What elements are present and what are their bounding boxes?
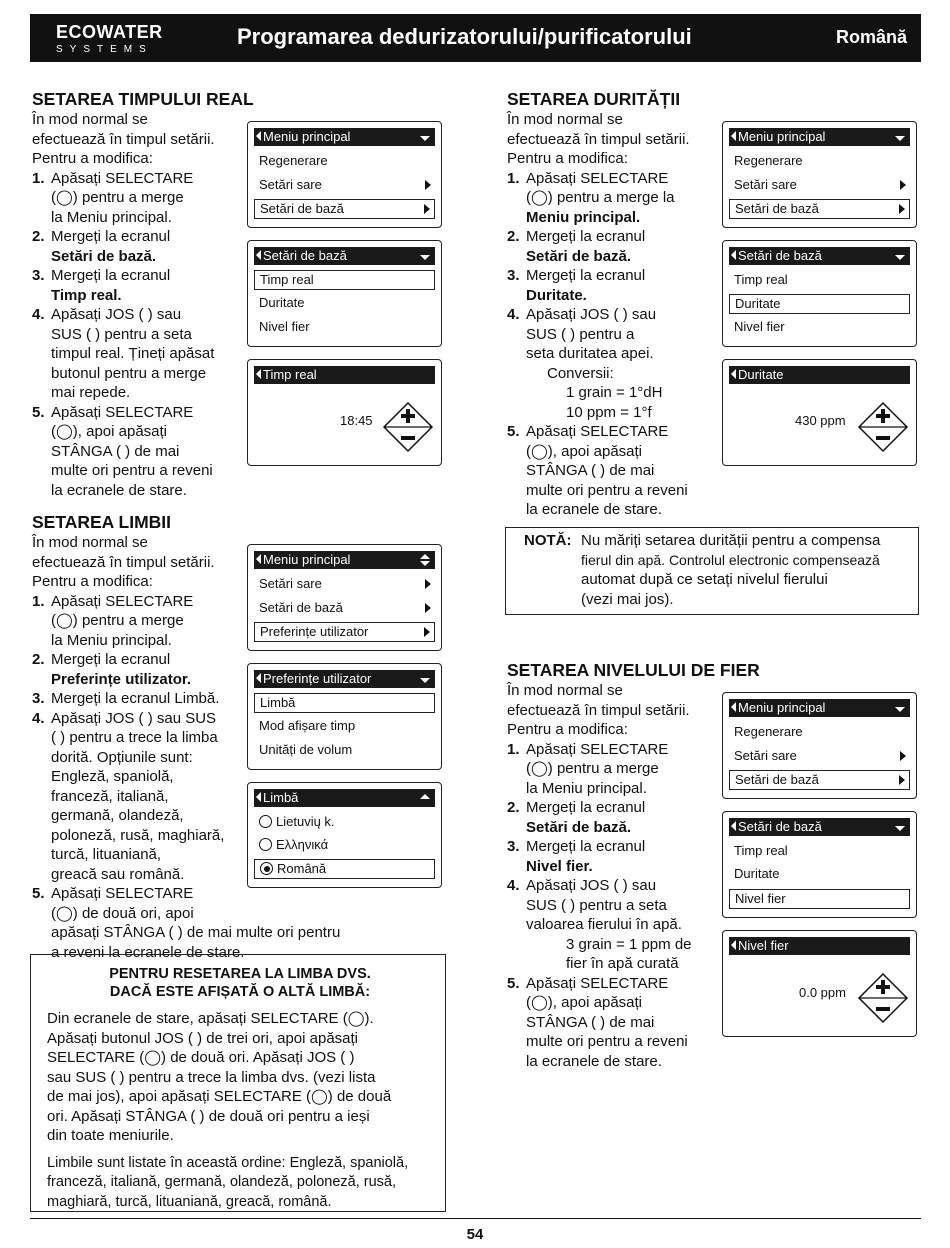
plus-minus-icon[interactable] bbox=[857, 972, 909, 1024]
lcd-hardness-value bbox=[722, 359, 917, 466]
right-arrow-icon bbox=[900, 180, 906, 190]
time-title: SETAREA TIMPULUI REAL bbox=[32, 89, 254, 109]
lcd-title-bar: Setări de bază bbox=[729, 818, 910, 836]
lcd-title-bar: Setări de bază bbox=[254, 247, 435, 265]
iron-title: SETAREA NIVELULUI DE FIER bbox=[507, 660, 760, 680]
down-arrow-icon bbox=[895, 707, 905, 712]
menu-item[interactable]: Setări sare bbox=[254, 574, 435, 594]
lcd-main-menu bbox=[247, 544, 442, 651]
right-arrow-icon bbox=[425, 579, 431, 589]
menu-item[interactable]: Regenerare bbox=[734, 153, 803, 168]
iron-section: SETAREA NIVELULUI DE FIER În mod normal se efectuează în timpul setării. Pentru a modifica: 1. Apăsați SELECTARE (◯) pentru a merge la Meniu principal. 2. Mergeți la ecranul Setări de bază. 3. Mergeți la ecranul Nivel fier. 4. Apăsați JOS ( ) sau SUS ( ) pentru a seta valoarea fierului în apă. 3 grain = 1 ppm de fier în apă curată 5. Apăsați SELECTARE (◯), apoi apăsați STÂNGA ( ) de mai multe ori pentru a reveni la ecranele de stare. bbox=[507, 660, 760, 1070]
iron-value: 0.0 ppm bbox=[799, 985, 846, 1000]
radio-icon bbox=[259, 838, 272, 851]
menu-item[interactable]: Timp real bbox=[734, 272, 788, 287]
lcd-title-bar: Meniu principal bbox=[729, 699, 910, 717]
step-4: 4. Apăsați JOS ( ) sau SUS ( ) pentru a trece la limba dorită. Opțiunile sunt: Engleză, spaniolă, franceză, italiană, germană, olandeză, poloneză, rusă, maghiară, turcă, lituaniană, greacă sau română. bbox=[32, 709, 225, 883]
step-2: 2. Mergeți la ecranul Setări de bază. bbox=[32, 228, 171, 265]
up-down-arrow-icon bbox=[420, 553, 430, 567]
menu-item[interactable]: Unități de volum bbox=[259, 742, 353, 757]
reset-box-title: PENTRU RESETAREA LA LIMBA DVS. DACĂ ESTE AFIȘATĂ O ALTĂ LIMBĂ: bbox=[109, 966, 371, 1000]
step-2: 2. Mergeți la ecranul Setări de bază. bbox=[507, 228, 646, 265]
right-arrow-icon bbox=[899, 204, 905, 214]
right-arrow-icon bbox=[900, 751, 906, 761]
step-1: 1. Apăsați SELECTARE (◯) pentru a merge la Meniu principal. bbox=[32, 169, 194, 226]
hardness-section: SETAREA DURITĂȚII În mod normal se efectuează în timpul setării. Pentru a modifica: 1. Apăsați SELECTARE (◯) pentru a merge la Meniu principal. 2. Mergeți la ecranul Setări de bază. 3. Mergeți la ecranul Duritate. 4. Apăsați JOS ( ) sau SUS ( ) pentru a seta duritatea apei. Conversii: 1 grain = 1°dH 10 ppm = 1°f 5. Apăsați SELECTARE (◯), apoi apăsați STÂNGA ( ) de mai multe ori pentru a reveni la ecranele de stare. bbox=[507, 88, 727, 520]
language-section: SETAREA LIMBII În mod normal se efectuează în timpul setării. Pentru a modifica: 1. Apăsați SELECTARE (◯) pentru a merge la Meniu principal. 2. Mergeți la ecranul Preferințe utilizator. 3. Mergeți la ecranul Limbă. 4. Apăsați JOS ( ) sau SUS ( ) pentru a trece la limba dorită. Opțiunile sunt: Engleză, spaniolă, franceză, italiană, germană, olandeză, poloneză, rusă, maghiară, turcă, lituaniană, greacă sau română. 5. Apăsați SELECTARE (◯) de două ori, apoi apăsați STÂNGA ( ) de mai multe ori pentru a reveni la ecranele de stare. bbox=[32, 511, 392, 962]
lcd-title-bar: Limbă bbox=[254, 789, 435, 807]
right-arrow-icon bbox=[424, 627, 430, 637]
radio-selected-icon bbox=[260, 862, 273, 875]
step-2: 2. Mergeți la ecranul Setări de bază. bbox=[507, 799, 646, 836]
menu-item-selected[interactable]: Preferințe utilizator bbox=[254, 622, 435, 642]
note-text: Nu măriți setarea durității pentru a compensa fierul din apă. Controlul electronic compensează automat după ce setați nivelul fierului (vezi mai jos). bbox=[581, 532, 881, 608]
step-5: 5. Apăsați SELECTARE (◯), apoi apăsați STÂNGA ( ) de mai multe ori pentru a reveni la ecranele de stare. bbox=[507, 974, 688, 1070]
lcd-title-bar: Meniu principal bbox=[729, 128, 910, 146]
hardness-title: SETAREA DURITĂȚII bbox=[507, 89, 681, 109]
left-arrow-icon bbox=[256, 250, 261, 260]
radio-icon bbox=[259, 815, 272, 828]
down-arrow-icon bbox=[420, 136, 430, 141]
intro-line: În mod normal se bbox=[32, 111, 148, 128]
logo-wordmark: ECOWATER bbox=[56, 22, 163, 42]
down-arrow-icon bbox=[420, 255, 430, 260]
plus-minus-icon[interactable] bbox=[857, 401, 909, 453]
language-label: Română bbox=[835, 27, 907, 47]
menu-item[interactable]: Duritate bbox=[734, 866, 780, 881]
right-arrow-icon bbox=[424, 204, 430, 214]
menu-item[interactable]: Timp real bbox=[734, 843, 788, 858]
note-label: NOTĂ: bbox=[524, 532, 572, 549]
left-arrow-icon bbox=[731, 131, 736, 141]
menu-item[interactable]: Duritate bbox=[259, 295, 305, 310]
page-header bbox=[30, 14, 921, 62]
step-5: 5. Apăsați SELECTARE (◯), apoi apăsați STÂNGA ( ) de mai multe ori pentru a reveni la ecranele de stare. bbox=[507, 423, 688, 518]
menu-item[interactable]: Mod afișare timp bbox=[259, 718, 356, 733]
ecowater-logo bbox=[56, 22, 163, 55]
lcd-main-menu bbox=[247, 121, 442, 228]
lcd-basic-settings bbox=[722, 240, 917, 347]
menu-item-selected[interactable]: Setări de bază bbox=[254, 199, 435, 219]
page-title: Programarea dedurizatorului/purificatorului bbox=[237, 24, 692, 49]
lcd-time-value bbox=[247, 359, 442, 466]
lcd-title-bar: Nivel fier bbox=[729, 937, 910, 955]
hardness-note bbox=[505, 527, 919, 615]
language-title: SETAREA LIMBII bbox=[32, 512, 172, 532]
menu-item-selected[interactable]: Setări de bază bbox=[729, 770, 910, 790]
step-2: 2. Mergeți la ecranul Preferințe utilizator. bbox=[32, 651, 192, 688]
down-arrow-icon bbox=[895, 826, 905, 831]
menu-item-selected[interactable]: Timp real bbox=[254, 270, 435, 290]
plus-minus-icon[interactable] bbox=[382, 401, 434, 453]
lcd-iron-value bbox=[722, 930, 917, 1037]
left-arrow-icon bbox=[731, 250, 736, 260]
up-arrow-icon bbox=[420, 794, 430, 799]
language-option[interactable]: Lietuvių k. bbox=[254, 812, 435, 832]
step-4: 4. Apăsați JOS ( ) sau SUS ( ) pentru a seta duritatea apei. Conversii: 1 grain = 1°dH 10 ppm = 1°f bbox=[507, 306, 663, 421]
menu-item[interactable]: Nivel fier bbox=[734, 319, 785, 334]
menu-item[interactable]: Setări sare bbox=[729, 175, 910, 195]
left-arrow-icon bbox=[256, 554, 261, 564]
down-arrow-icon bbox=[895, 136, 905, 141]
lcd-basic-settings bbox=[722, 811, 917, 918]
menu-item[interactable]: Regenerare bbox=[259, 153, 328, 168]
right-arrow-icon bbox=[899, 775, 905, 785]
lcd-language-list bbox=[247, 782, 442, 888]
left-arrow-icon bbox=[731, 702, 736, 712]
step-5: 5. Apăsați SELECTARE (◯), apoi apăsați STÂNGA ( ) de mai multe ori pentru a reveni la ecranele de stare. bbox=[32, 403, 213, 499]
lcd-title-bar: Duritate bbox=[729, 366, 910, 384]
lcd-main-menu bbox=[722, 121, 917, 228]
menu-item[interactable]: Nivel fier bbox=[259, 319, 310, 334]
step-4: 4. Apăsați JOS ( ) sau SUS ( ) pentru a seta valoarea fierului în apă. 3 grain = 1 ppm de fier în apă curată bbox=[507, 877, 692, 972]
left-arrow-icon bbox=[256, 673, 261, 683]
left-arrow-icon bbox=[256, 131, 261, 141]
lcd-title-bar: Meniu principal bbox=[254, 128, 435, 146]
lcd-title-bar: Preferințe utilizator bbox=[254, 670, 435, 688]
time-section bbox=[32, 88, 252, 500]
step-4: 4. Apăsați JOS ( ) sau SUS ( ) pentru a seta timpul real. Țineți apăsat butonul pentru a merge mai repede. bbox=[32, 306, 215, 401]
intro-line: Pentru a modifica: bbox=[32, 150, 153, 167]
menu-item[interactable]: Setări sare bbox=[254, 175, 435, 195]
step-1: 1. Apăsați SELECTARE (◯) pentru a merge la Meniu principal. bbox=[32, 592, 194, 649]
step-1: 1. Apăsați SELECTARE (◯) pentru a merge la Meniu principal. bbox=[507, 169, 675, 226]
step-3: 3. Mergeți la ecranul Duritate. bbox=[507, 267, 646, 304]
step-5: 5. Apăsați SELECTARE (◯) de două ori, apoi apăsați STÂNGA ( ) de mai multe ori pentru a reveni la ecranele de stare. bbox=[32, 885, 341, 961]
footer-rule bbox=[30, 1218, 921, 1219]
left-arrow-icon bbox=[731, 940, 736, 950]
right-arrow-icon bbox=[425, 180, 431, 190]
menu-item[interactable]: Regenerare bbox=[734, 724, 803, 739]
lcd-title-bar: Setări de bază bbox=[729, 247, 910, 265]
language-option[interactable]: Ελληνικά bbox=[254, 835, 435, 855]
lcd-title-bar: Timp real bbox=[254, 366, 435, 384]
language-reset-box: PENTRU RESETAREA LA LIMBA DVS. DACĂ ESTE AFIȘATĂ O ALTĂ LIMBĂ: Din ecranele de stare, apăsați SELECTARE (◯). Apăsați butonul JOS ( ) de trei ori, apoi apăsați SELECTARE (◯) de două ori. Apăsați JOS ( ) sau SUS ( ) pentru a trece la limba dvs. (vezi lista de mai jos), apoi apăsați SELECTARE (◯) de două ori. Apăsați STÂNGA ( ) de două ori pentru a ieși din toate meniurile. Limbile sunt listate în această ordine: Engleză, spaniolă, franceză, italiană, germană, olandeză, poloneză, rusă, maghiară, turcă, lituaniană, greacă, română. bbox=[30, 954, 446, 1212]
intro-line: efectuează în timpul setării. bbox=[32, 130, 215, 148]
lcd-main-menu bbox=[722, 692, 917, 799]
hardness-value: 430 ppm bbox=[795, 413, 846, 428]
step-3: 3. Mergeți la ecranul Timp real. bbox=[32, 267, 171, 304]
left-arrow-icon bbox=[256, 369, 261, 379]
left-arrow-icon bbox=[731, 821, 736, 831]
menu-item-selected[interactable]: Duritate bbox=[729, 294, 910, 314]
logo-subtitle: SYSTEMS bbox=[56, 44, 153, 55]
menu-item[interactable]: Setări de bază bbox=[254, 598, 435, 618]
lcd-title-bar: Meniu principal bbox=[254, 551, 435, 569]
menu-item-selected[interactable]: Nivel fier bbox=[729, 889, 910, 909]
menu-item[interactable]: Setări sare bbox=[729, 746, 910, 766]
right-arrow-icon bbox=[425, 603, 431, 613]
time-value: 18:45 bbox=[340, 413, 373, 428]
lcd-user-preferences bbox=[247, 663, 442, 770]
language-option-selected[interactable]: Română bbox=[254, 859, 435, 879]
page-number: 54 bbox=[466, 1226, 484, 1243]
left-arrow-icon bbox=[256, 792, 261, 802]
step-1: 1. Apăsați SELECTARE (◯) pentru a merge la Meniu principal. bbox=[507, 740, 669, 797]
step-3: 3. Mergeți la ecranul Limbă. bbox=[32, 690, 220, 707]
menu-item-selected[interactable]: Limbă bbox=[254, 693, 435, 713]
lcd-basic-settings bbox=[247, 240, 442, 347]
left-arrow-icon bbox=[731, 369, 736, 379]
step-3: 3. Mergeți la ecranul Nivel fier. bbox=[507, 838, 646, 875]
menu-item-selected[interactable]: Setări de bază bbox=[729, 199, 910, 219]
down-arrow-icon bbox=[420, 678, 430, 683]
down-arrow-icon bbox=[895, 255, 905, 260]
